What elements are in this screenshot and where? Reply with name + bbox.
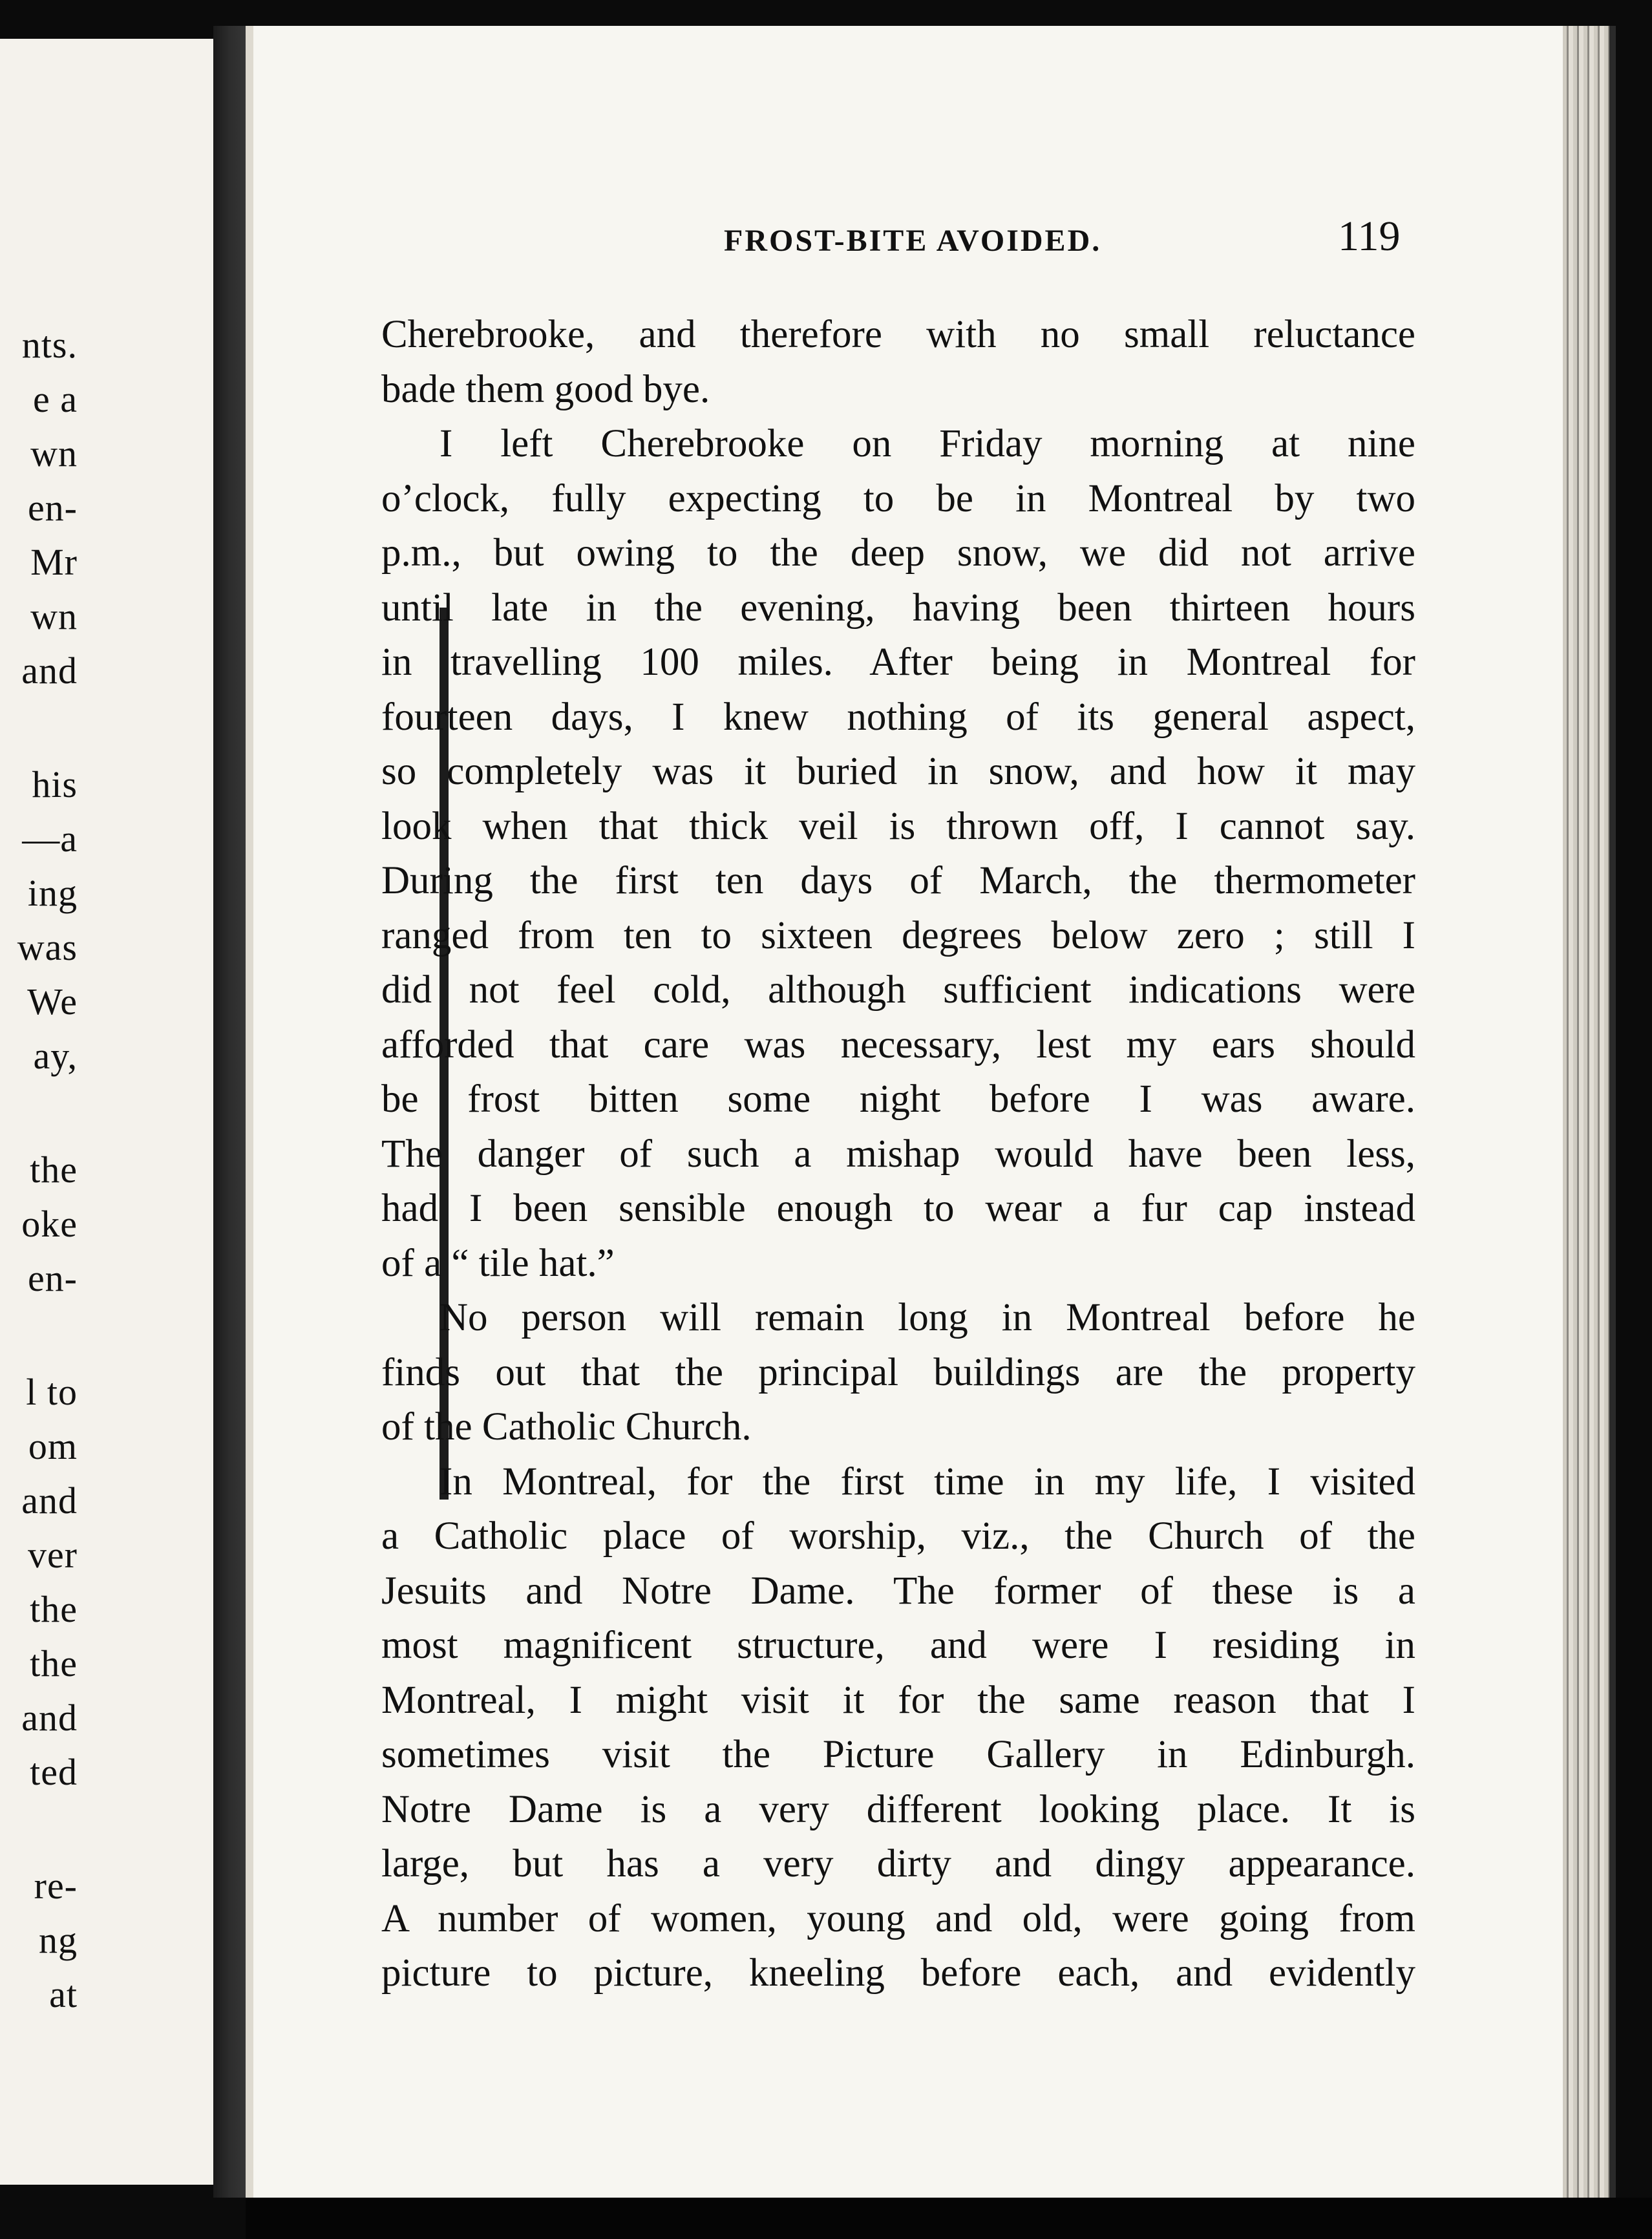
- text-line: until late in the evening, having been thirteen hours: [381, 586, 1415, 630]
- text-line: so completely was it buried in snow, and how it may: [381, 750, 1415, 793]
- facing-line-fragment: and: [21, 1697, 78, 1739]
- text-line: had I been sensible enough to wear a fur cap instead: [381, 1187, 1415, 1230]
- page-edges: [1563, 26, 1609, 2198]
- text-line: Notre Dame is a very different looking place. It is: [381, 1787, 1415, 1831]
- facing-line-fragment: om: [28, 1425, 78, 1467]
- page-body: [381, 308, 1415, 2001]
- facing-line-fragment: l to: [26, 1371, 78, 1413]
- text-line: in travelling 100 miles. After being in Montreal for: [381, 641, 1415, 684]
- text-line: bade them good bye.: [381, 367, 710, 411]
- text-line: p.m., but owing to the deep snow, we did not arrive: [381, 531, 1415, 575]
- facing-line-fragment: nts.: [21, 324, 78, 366]
- text-line: ranged from ten to sixteen degrees below zero ; still I: [381, 913, 1415, 957]
- facing-line-fragment: the: [30, 1642, 78, 1684]
- text-line: During the first ten days of March, the thermometer: [381, 859, 1415, 902]
- cover-edge: [1609, 26, 1616, 2198]
- text-line: of a “ tile hat.”: [381, 1241, 615, 1285]
- facing-line-fragment: and: [21, 650, 78, 692]
- facing-line-fragment: oke: [21, 1203, 78, 1245]
- text-line: Cherebrooke, and therefore with no small reluctance: [381, 313, 1415, 356]
- scan-border: [246, 2198, 1652, 2239]
- text-line: finds out that the principal buildings are the property: [381, 1350, 1415, 1394]
- facing-line-fragment: ted: [30, 1751, 78, 1793]
- facing-line-fragment: ing: [27, 872, 78, 914]
- facing-line-fragment: wn: [30, 432, 78, 474]
- facing-line-fragment: en-: [27, 1257, 78, 1299]
- facing-line-fragment: ver: [27, 1534, 78, 1576]
- text-line: large, but has a very dirty and dingy appearance.: [381, 1842, 1415, 1885]
- text-line: A number of women, young and old, were going from: [381, 1896, 1415, 1940]
- text-line: o’clock, fully expecting to be in Montreal by two: [381, 476, 1415, 520]
- text-line: No person will remain long in Montreal before he: [439, 1296, 1415, 1339]
- running-head: FROST-BITE AVOIDED.: [724, 224, 1102, 258]
- text-line: afforded that care was necessary, lest my ears should: [381, 1023, 1415, 1066]
- text-line: be frost bitten some night before I was aware.: [381, 1077, 1415, 1121]
- facing-line-fragment: e a: [33, 378, 78, 420]
- text-line: The danger of such a mishap would have been less,: [381, 1132, 1415, 1176]
- text-line: fourteen days, I knew nothing of its general aspect,: [381, 695, 1415, 739]
- text-line: a Catholic place of worship, viz., the Church of the: [381, 1514, 1415, 1558]
- text-line: of the Catholic Church.: [381, 1405, 752, 1448]
- facing-line-fragment: the: [30, 1588, 78, 1630]
- facing-line-fragment: the: [30, 1149, 78, 1191]
- text-line: Jesuits and Notre Dame. The former of these is a: [381, 1569, 1415, 1613]
- facing-line-fragment: and: [21, 1480, 78, 1522]
- facing-line-fragment: ng: [39, 1919, 78, 1961]
- facing-line-fragment: We: [27, 981, 78, 1023]
- text-line: look when that thick veil is thrown off, I cannot say.: [381, 804, 1415, 848]
- facing-line-fragment: at: [49, 1973, 78, 2015]
- page-number: 119: [1338, 213, 1401, 260]
- text-line: I left Cherebrooke on Friday morning at nine: [439, 422, 1415, 465]
- facing-line-fragment: re-: [34, 1865, 78, 1907]
- text-line: Montreal, I might visit it for the same reason that I: [381, 1678, 1415, 1722]
- facing-line-fragment: —a: [22, 818, 78, 860]
- facing-line-fragment: wn: [30, 595, 78, 637]
- facing-line-fragment: en-: [27, 487, 78, 529]
- text-line: sometimes visit the Picture Gallery in Edinburgh.: [381, 1733, 1415, 1776]
- text-line: picture to picture, kneeling before each, and evidently: [381, 1951, 1415, 1995]
- facing-line-fragment: was: [17, 926, 78, 968]
- facing-line-fragment: his: [32, 763, 78, 805]
- text-line: most magnificent structure, and were I residing in: [381, 1624, 1415, 1667]
- facing-line-fragment: Mr: [30, 541, 78, 583]
- text-line: did not feel cold, although sufficient indications were: [381, 968, 1415, 1012]
- text-line: In Montreal, for the first time in my life, I visited: [439, 1459, 1415, 1503]
- facing-line-fragment: ay,: [33, 1035, 78, 1077]
